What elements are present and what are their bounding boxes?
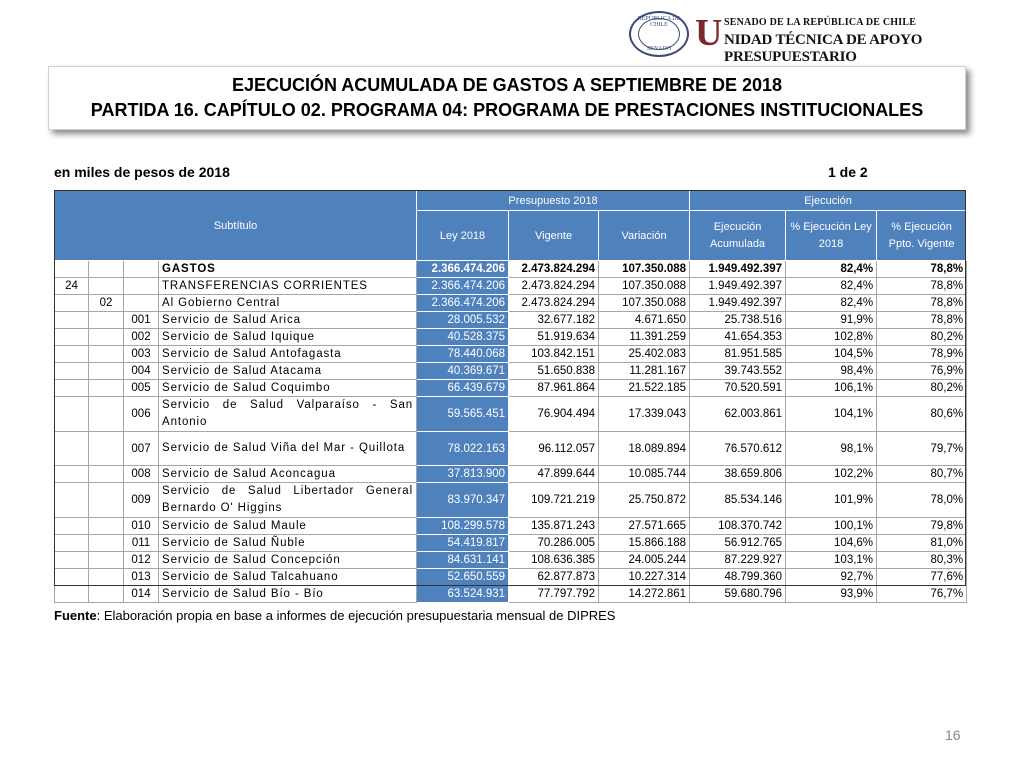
ejecucion-acumulada-cell: 1.949.492.397 [690,278,786,295]
item-cell [89,329,124,346]
subtitulo-cell: 24 [55,278,89,295]
variacion-cell: 27.571.665 [599,518,690,535]
table-row [55,518,967,535]
subtitulo-cell [55,535,89,552]
pct-vigente-cell: 78,8% [877,295,967,312]
ley-cell: 66.439.679 [417,380,509,397]
header-vigente: Vigente [509,211,599,261]
variacion-cell: 25.402.083 [599,346,690,363]
ejecucion-acumulada-cell: 39.743.552 [690,363,786,380]
subtitulo-cell [55,312,89,329]
ejecucion-acumulada-cell: 108.370.742 [690,518,786,535]
pct-vigente-cell: 80,2% [877,380,967,397]
table-row [55,586,967,603]
seal-bottom-text: SENADO [646,46,672,52]
variacion-cell: 10.227.314 [599,569,690,586]
asignacion-cell: 008 [124,466,159,483]
pct-vigente-cell: 76,9% [877,363,967,380]
subtitulo-cell [55,397,89,432]
asignacion-cell: 004 [124,363,159,380]
vigente-cell: 70.286.005 [509,535,599,552]
header-ejecucion: Ejecución [690,191,967,211]
name-cell: Servicio de Salud Iquique [159,329,417,346]
table-row [55,552,967,569]
seal-top-text: REPÚBLICA DE CHILE [637,16,681,28]
variacion-cell: 25.750.872 [599,483,690,518]
pct-vigente-cell: 78,8% [877,312,967,329]
ley-cell: 83.970.347 [417,483,509,518]
name-cell: Servicio de Salud Valparaíso - San Antonio [159,397,417,432]
table-row [55,329,967,346]
table-row [55,432,967,466]
vigente-cell: 103.842.151 [509,346,599,363]
pct-ley-cell: 100,1% [786,518,877,535]
pct-ley-cell: 82,4% [786,278,877,295]
asignacion-cell: 010 [124,518,159,535]
pct-vigente-cell: 78,9% [877,346,967,363]
variacion-cell: 21.522.185 [599,380,690,397]
ejecucion-acumulada-cell: 41.654.353 [690,329,786,346]
item-cell [89,569,124,586]
name-cell: Servicio de Salud Aconcagua [159,466,417,483]
ejecucion-acumulada-cell: 62.003.861 [690,397,786,432]
unit-label: en miles de pesos de 2018 [54,164,230,180]
table-body [55,261,967,603]
name-cell: Servicio de Salud Ñuble [159,535,417,552]
pct-ley-cell: 104,5% [786,346,877,363]
source-text: : Elaboración propia en base a informes de ejecución presupuestaria mensual de DIPRES [96,608,616,623]
variacion-cell: 15.866.188 [599,535,690,552]
budget-table [54,190,967,603]
table-row [55,346,967,363]
name-cell: Servicio de Salud Talcahuano [159,569,417,586]
ley-cell: 63.524.931 [417,586,509,603]
subtitulo-cell [55,346,89,363]
ejecucion-acumulada-cell: 87.229.927 [690,552,786,569]
title-line-2: PARTIDA 16. CAPÍTULO 02. PROGRAMA 04: PROGRAMA DE PRESTACIONES INSTITUCIONALES [90,100,924,120]
header-pct-ley: % Ejecución Ley 2018 [786,211,877,261]
asignacion-cell: 002 [124,329,159,346]
variacion-cell: 17.339.043 [599,397,690,432]
page-of-indicator: 1 de 2 [828,164,868,180]
pct-ley-cell: 93,9% [786,586,877,603]
asignacion-cell: 014 [124,586,159,603]
ejecucion-acumulada-cell: 38.659.806 [690,466,786,483]
subtitulo-cell [55,518,89,535]
asignacion-cell: 007 [124,432,159,466]
name-cell: Servicio de Salud Concepción [159,552,417,569]
table-row [55,312,967,329]
asignacion-cell: 012 [124,552,159,569]
table-row [55,466,967,483]
ley-cell: 78.022.163 [417,432,509,466]
pct-vigente-cell: 76,7% [877,586,967,603]
header-subtitulo: Subtítulo [55,191,417,261]
pct-ley-cell: 98,1% [786,432,877,466]
ley-cell: 54.419.817 [417,535,509,552]
vigente-cell: 62.877.873 [509,569,599,586]
source-label: Fuente [54,608,97,623]
pct-vigente-cell: 80,6% [877,397,967,432]
subtitulo-cell [55,569,89,586]
pct-ley-cell: 104,1% [786,397,877,432]
item-cell [89,363,124,380]
ejecucion-acumulada-cell: 76.570.612 [690,432,786,466]
header-pct-vigente: % Ejecución Ppto. Vigente [877,211,967,261]
item-cell [89,397,124,432]
ley-cell: 2.366.474.206 [417,278,509,295]
page-number: 16 [945,727,961,743]
pct-vigente-cell: 79,7% [877,432,967,466]
pct-ley-cell: 82,4% [786,295,877,312]
vigente-cell: 135.871.243 [509,518,599,535]
item-cell [89,518,124,535]
vigente-cell: 109.721.219 [509,483,599,518]
subtitulo-cell [55,432,89,466]
asignacion-cell: 009 [124,483,159,518]
table-row [55,380,967,397]
ley-cell: 78.440.068 [417,346,509,363]
name-cell: Servicio de Salud Antofagasta [159,346,417,363]
subtitulo-cell [55,380,89,397]
vigente-cell: 77.797.792 [509,586,599,603]
asignacion-cell: 006 [124,397,159,432]
ley-cell: 2.366.474.206 [417,261,509,278]
item-cell [89,312,124,329]
subtitulo-cell [55,329,89,346]
pct-ley-cell: 102,2% [786,466,877,483]
table-row [55,295,967,312]
title-box [48,66,966,130]
ley-cell: 40.528.375 [417,329,509,346]
ejecucion-acumulada-cell: 81.951.585 [690,346,786,363]
asignacion-cell: 001 [124,312,159,329]
pct-ley-cell: 104,6% [786,535,877,552]
table-row [55,363,967,380]
name-cell: Servicio de Salud Bío - Bío [159,586,417,603]
pct-ley-cell: 91,9% [786,312,877,329]
ley-cell: 52.650.559 [417,569,509,586]
variacion-cell: 11.281.167 [599,363,690,380]
asignacion-cell: 003 [124,346,159,363]
asignacion-cell [124,261,159,278]
table-row [55,535,967,552]
vigente-cell: 2.473.824.294 [509,295,599,312]
name-cell: TRANSFERENCIAS CORRIENTES [159,278,417,295]
pct-ley-cell: 103,1% [786,552,877,569]
subtitulo-cell [55,483,89,518]
table-row [55,569,967,586]
source-note [54,608,615,623]
header-presupuesto: Presupuesto 2018 [417,191,690,211]
vigente-cell: 51.919.634 [509,329,599,346]
variacion-cell: 18.089.894 [599,432,690,466]
asignacion-cell: 013 [124,569,159,586]
name-cell: Servicio de Salud Coquimbo [159,380,417,397]
pct-ley-cell: 106,1% [786,380,877,397]
name-cell: Servicio de Salud Atacama [159,363,417,380]
pct-ley-cell: 82,4% [786,261,877,278]
org-top-line: SENADO DE LA REPÚBLICA DE CHILE [724,17,917,28]
ejecucion-acumulada-cell: 59.680.796 [690,586,786,603]
ley-cell: 28.005.532 [417,312,509,329]
pct-vigente-cell: 77,6% [877,569,967,586]
org-main-line: NIDAD TÉCNICA DE APOYO PRESUPUESTARIO [724,32,923,65]
vigente-cell: 51.650.838 [509,363,599,380]
vigente-cell: 76.904.494 [509,397,599,432]
item-cell [89,586,124,603]
item-cell [89,552,124,569]
header-ley: Ley 2018 [417,211,509,261]
variacion-cell: 24.005.244 [599,552,690,569]
ejecucion-acumulada-cell: 56.912.765 [690,535,786,552]
subtitulo-cell [55,552,89,569]
asignacion-cell [124,278,159,295]
pct-vigente-cell: 78,0% [877,483,967,518]
ejecucion-acumulada-cell: 85.534.146 [690,483,786,518]
item-cell [89,346,124,363]
senate-seal-logo [629,11,689,57]
item-cell [89,432,124,466]
vigente-cell: 2.473.824.294 [509,261,599,278]
variacion-cell: 4.671.650 [599,312,690,329]
table-row [55,397,967,432]
name-cell: Servicio de Salud Libertador General Bernardo O' Higgins [159,483,417,518]
pct-ley-cell: 102,8% [786,329,877,346]
item-cell [89,261,124,278]
pct-ley-cell: 98,4% [786,363,877,380]
pct-ley-cell: 92,7% [786,569,877,586]
ejecucion-acumulada-cell: 48.799.360 [690,569,786,586]
variacion-cell: 10.085.744 [599,466,690,483]
table-row [55,278,967,295]
item-cell [89,466,124,483]
pct-vigente-cell: 78,8% [877,278,967,295]
pct-vigente-cell: 78,8% [877,261,967,278]
ley-cell: 37.813.900 [417,466,509,483]
org-initial-letter: U [695,12,723,54]
header-variacion: Variación [599,211,690,261]
item-cell [89,278,124,295]
vigente-cell: 32.677.182 [509,312,599,329]
item-cell: 02 [89,295,124,312]
item-cell [89,380,124,397]
name-cell: Servicio de Salud Maule [159,518,417,535]
name-cell: Servicio de Salud Arica [159,312,417,329]
asignacion-cell: 005 [124,380,159,397]
subtitulo-cell [55,586,89,603]
item-cell [89,535,124,552]
name-cell: Al Gobierno Central [159,295,417,312]
ley-cell: 84.631.141 [417,552,509,569]
vigente-cell: 2.473.824.294 [509,278,599,295]
pct-vigente-cell: 81,0% [877,535,967,552]
vigente-cell: 47.899.644 [509,466,599,483]
pct-vigente-cell: 79,8% [877,518,967,535]
subtitulo-cell [55,466,89,483]
table-row [55,261,967,278]
subtitulo-cell [55,363,89,380]
ejecucion-acumulada-cell: 1.949.492.397 [690,261,786,278]
ejecucion-acumulada-cell: 25.738.516 [690,312,786,329]
table-row [55,483,967,518]
pct-vigente-cell: 80,2% [877,329,967,346]
ley-cell: 59.565.451 [417,397,509,432]
vigente-cell: 87.961.864 [509,380,599,397]
subtitulo-cell [55,261,89,278]
pct-vigente-cell: 80,7% [877,466,967,483]
name-cell: Servicio de Salud Viña del Mar - Quillota [159,432,417,466]
asignacion-cell [124,295,159,312]
asignacion-cell: 011 [124,535,159,552]
variacion-cell: 11.391.259 [599,329,690,346]
ley-cell: 108.299.578 [417,518,509,535]
header-ejecucion-acumulada: Ejecución Acumulada [690,211,786,261]
ejecucion-acumulada-cell: 70.520.591 [690,380,786,397]
variacion-cell: 107.350.088 [599,278,690,295]
vigente-cell: 108.636.385 [509,552,599,569]
ley-cell: 40.369.671 [417,363,509,380]
ley-cell: 2.366.474.206 [417,295,509,312]
item-cell [89,483,124,518]
pct-vigente-cell: 80,3% [877,552,967,569]
pct-ley-cell: 101,9% [786,483,877,518]
vigente-cell: 96.112.057 [509,432,599,466]
subtitulo-cell [55,295,89,312]
name-cell: GASTOS [159,261,417,278]
variacion-cell: 107.350.088 [599,261,690,278]
variacion-cell: 14.272.861 [599,586,690,603]
title-line-1: EJECUCIÓN ACUMULADA DE GASTOS A SEPTIEMBRE DE 2018 [231,75,783,95]
variacion-cell: 107.350.088 [599,295,690,312]
ejecucion-acumulada-cell: 1.949.492.397 [690,295,786,312]
